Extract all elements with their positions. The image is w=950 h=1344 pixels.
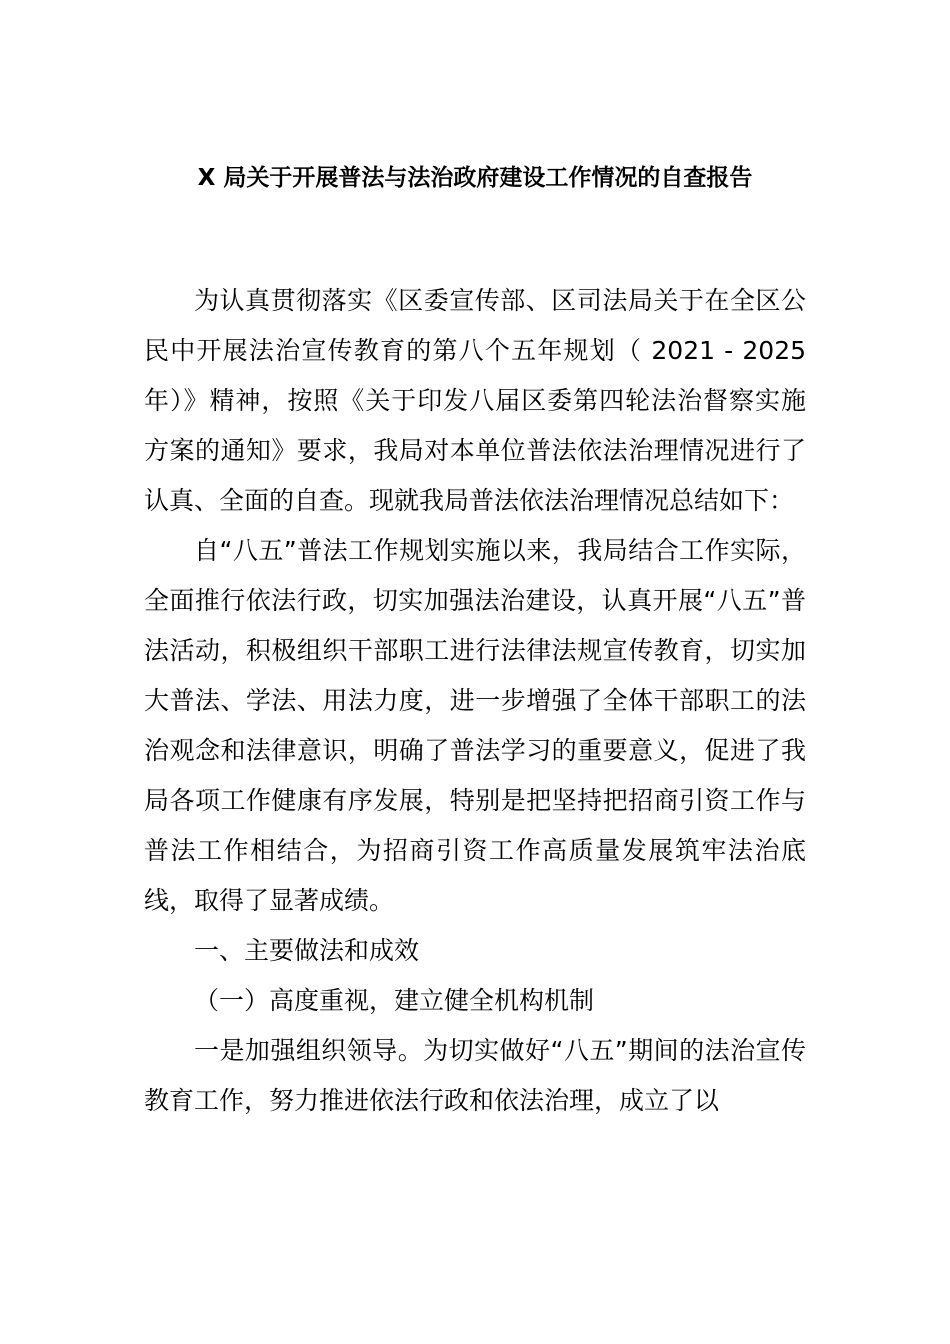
document-title: X 局关于开展普法与法治政府建设工作情况的自查报告	[197, 165, 753, 191]
paragraph-overview: 自“八五”普法工作规划实施以来，我局结合工作实际，全面推行依法行政，切实加强法治建设，认真开展“八五”普法活动，积极组织干部职工进行法律法规宣传教育，切实加大普法、学法、用法力度，进一步增强了全体干部职工的法治观念和法律意识，明确了普法学习的重要意义，促进了我局各项工作健康有序发展，特别是把坚持把招商引资工作与普法工作相结合，为招商引资工作高质量发展筑牢法治底线，取得了显著成绩。	[144, 536, 806, 915]
paragraph-intro: 为认真贯彻落实《区委宣传部、区司法局关于在全区公民中开展法治宣传教育的第八个五年规划（ 2021 - 2025 年）》精神，按照《关于印发八届区委第四轮法治督察实施方案的通知》要求，我局对本单位普法依法治理情况进行了认真、全面的自查。现就我局普法依法治理情况总结如下：	[144, 286, 806, 515]
document-body	[144, 276, 806, 1126]
paragraph-organization: 一是加强组织领导。为切实做好“八五”期间的法治宣传教育工作，努力推进依法行政和依法治理，成立了以	[144, 1036, 806, 1115]
subsection-heading-1: （一）高度重视，建立健全机构机制	[194, 986, 595, 1015]
section-heading-1: 一、主要做法和成效	[194, 936, 420, 965]
